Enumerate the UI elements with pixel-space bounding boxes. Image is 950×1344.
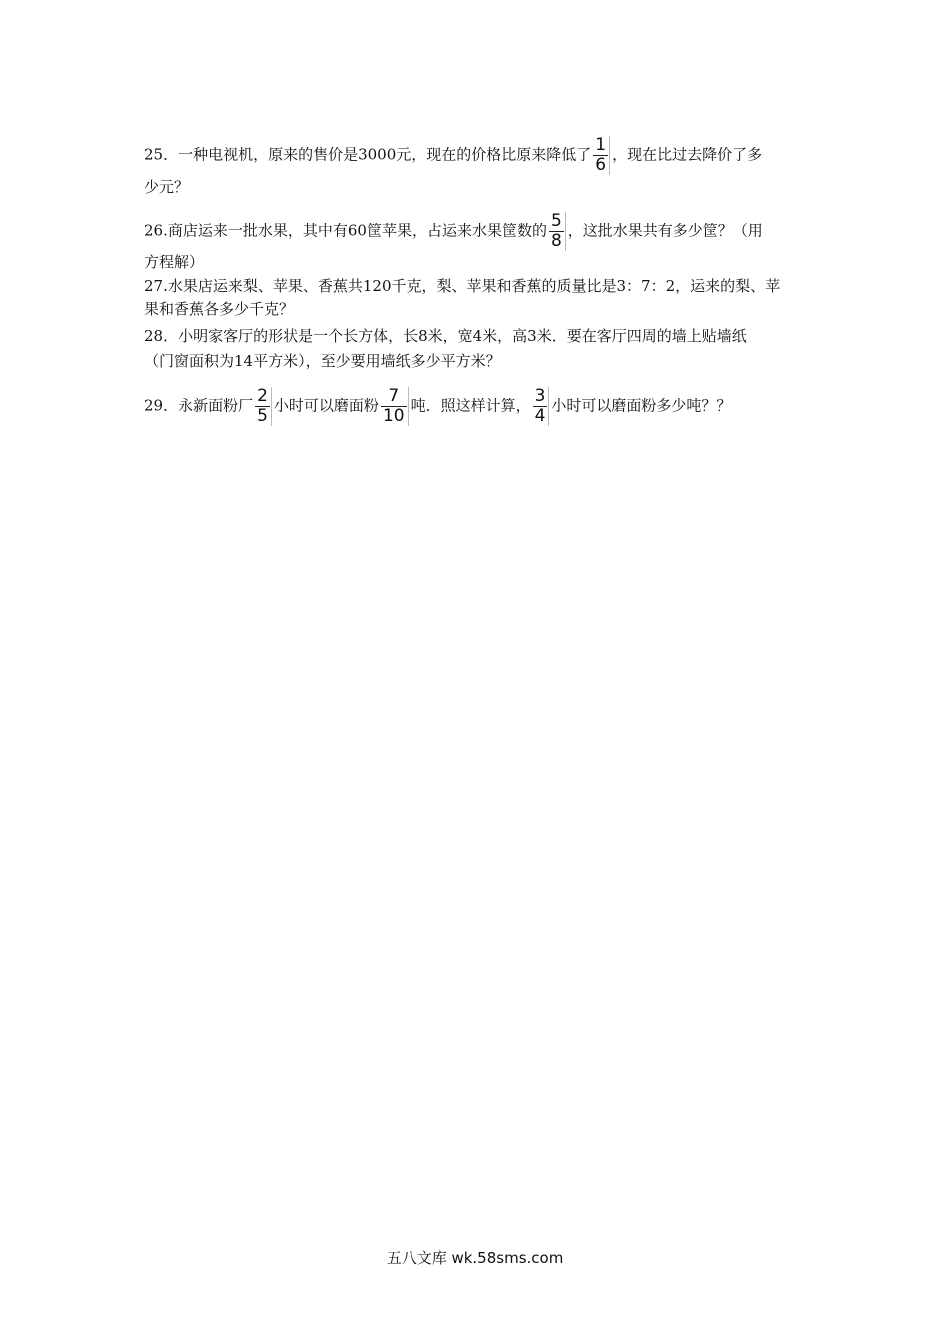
- fraction-denominator: 6: [595, 155, 607, 175]
- question-26-line-2: 方程解）: [144, 253, 205, 271]
- page-footer: 五八文库 wk.58sms.com: [386, 1249, 564, 1267]
- question-28-line-1: 28．小明家客厅的形状是一个长方体，长8米，宽4米，高3米．要在客厅四周的墙上贴墙纸: [144, 327, 747, 345]
- question-27-line-1: 27.水果店运来梨、苹果、香蕉共120千克，梨、苹果和香蕉的质量比是3：7：2，运来的梨、苹: [144, 277, 781, 295]
- question-29-part-4: 小时可以磨面粉多少吨？？: [551, 396, 732, 415]
- question-25-text-after: ，现在比过去降价了多: [612, 145, 763, 164]
- question-25-text-before: 25．一种电视机，原来的售价是3000元，现在的价格比原来降低了: [144, 145, 592, 164]
- fraction-seven-tenths: [381, 387, 409, 426]
- fraction-numerator: 5: [550, 211, 562, 231]
- question-26-line-1: [144, 212, 809, 251]
- fraction-three-quarters: [533, 387, 550, 426]
- question-29-part-1: 29．永新面粉厂: [144, 396, 254, 415]
- fraction-denominator: 10: [382, 406, 405, 426]
- question-29-part-2: 小时可以磨面粉: [273, 396, 379, 415]
- fraction-numerator: 1: [595, 135, 607, 155]
- question-29-line: [144, 387, 809, 426]
- fraction-numerator: 2: [257, 386, 268, 406]
- fraction-denominator: 4: [534, 406, 546, 426]
- fraction-two-fifths: [255, 387, 272, 426]
- fraction-one-sixth: [593, 136, 610, 175]
- question-25-line-2: 少元？: [144, 178, 190, 196]
- question-26-text-after: ，这批水果共有多少筐？（用: [567, 221, 763, 240]
- question-28-line-2: （门窗面积为14平方米），至少要用墙纸多少平方米？: [144, 352, 501, 370]
- question-25-line-1: [144, 136, 809, 175]
- question-29-part-3: 吨．照这样计算，: [410, 396, 531, 415]
- question-27-line-2: 果和香蕉各多少千克？: [144, 300, 295, 318]
- fraction-denominator: 5: [257, 406, 268, 426]
- fraction-numerator: 7: [388, 386, 400, 406]
- question-26-text-before: 26.商店运来一批水果，其中有60筐苹果，占运来水果筐数的: [144, 221, 547, 240]
- fraction-numerator: 3: [534, 386, 546, 406]
- fraction-denominator: 8: [550, 231, 562, 251]
- fraction-five-eighths: [549, 212, 566, 251]
